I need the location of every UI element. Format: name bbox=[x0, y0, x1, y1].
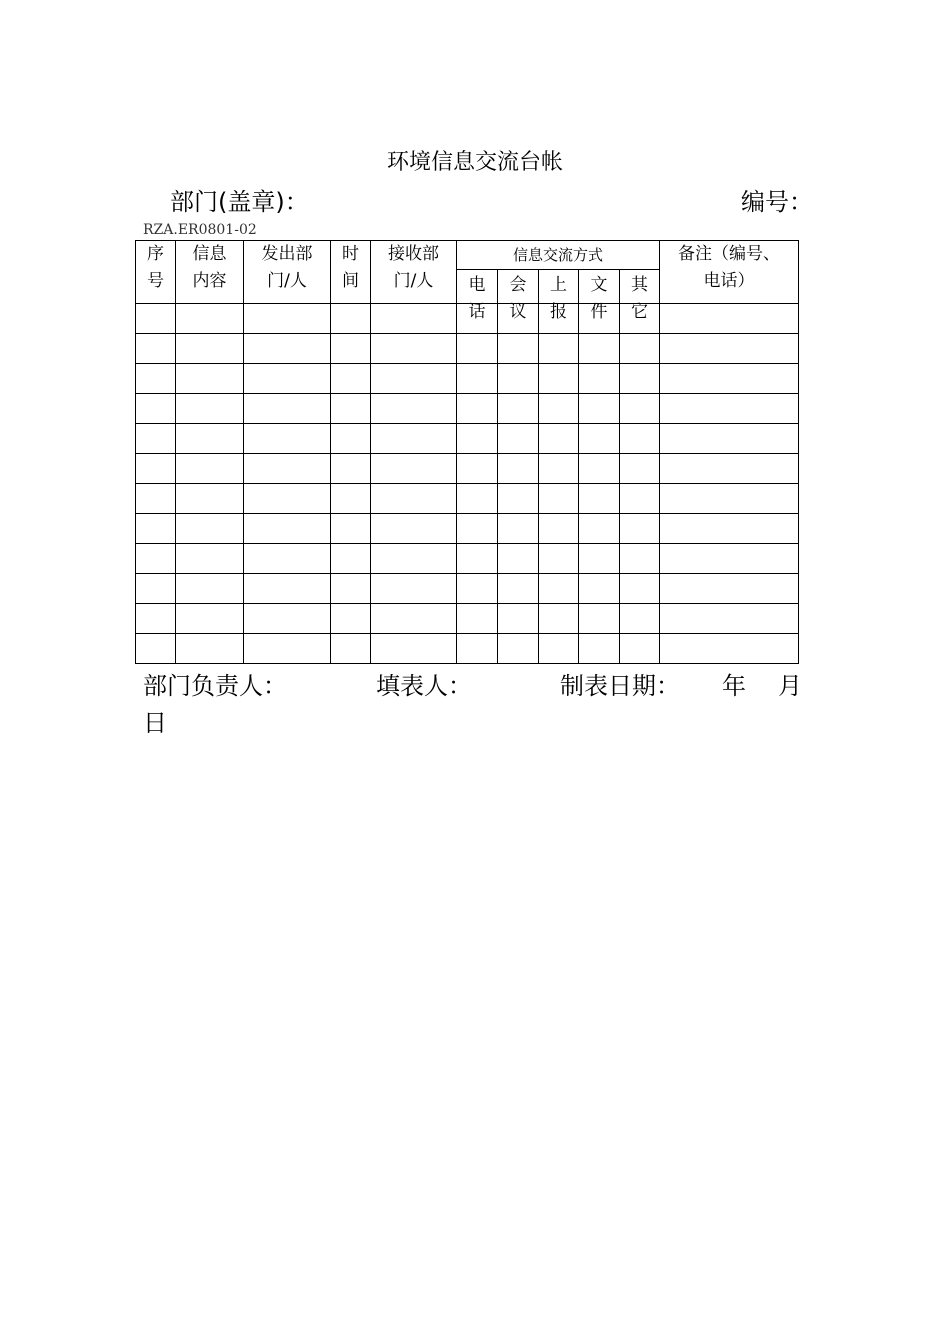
table-cell bbox=[620, 604, 660, 634]
table-cell bbox=[579, 634, 620, 664]
table-cell bbox=[331, 304, 371, 334]
dept-head-label: 部门负责人： bbox=[143, 672, 287, 700]
table-cell bbox=[331, 334, 371, 364]
table-cell bbox=[136, 394, 176, 424]
table-cell bbox=[579, 574, 620, 604]
table-cell bbox=[620, 514, 660, 544]
table-row bbox=[136, 424, 799, 454]
table-cell bbox=[244, 484, 331, 514]
table-cell bbox=[176, 394, 244, 424]
table-cell bbox=[244, 424, 331, 454]
table-cell bbox=[176, 634, 244, 664]
table-cell bbox=[620, 454, 660, 484]
table-cell bbox=[244, 304, 331, 334]
table-cell bbox=[539, 454, 579, 484]
table-cell bbox=[620, 424, 660, 454]
table-cell bbox=[136, 484, 176, 514]
table-cell bbox=[539, 514, 579, 544]
table-row bbox=[136, 514, 799, 544]
ledger-body bbox=[136, 304, 799, 664]
table-cell bbox=[579, 394, 620, 424]
table-cell bbox=[176, 484, 244, 514]
table-cell bbox=[539, 394, 579, 424]
table-cell bbox=[457, 364, 498, 394]
table-cell bbox=[331, 484, 371, 514]
header-method-other: 其它 bbox=[620, 270, 660, 304]
table-cell bbox=[539, 574, 579, 604]
table-row bbox=[136, 394, 799, 424]
table-cell bbox=[579, 424, 620, 454]
table-row bbox=[136, 334, 799, 364]
table-row bbox=[136, 364, 799, 394]
form-code: RZA.ER0801-02 bbox=[143, 222, 257, 238]
table-cell bbox=[539, 634, 579, 664]
ledger-table bbox=[135, 240, 799, 664]
table-cell bbox=[457, 634, 498, 664]
table-cell bbox=[331, 394, 371, 424]
table-cell bbox=[371, 424, 457, 454]
table-cell bbox=[498, 484, 539, 514]
month-label: 月 bbox=[778, 672, 802, 700]
table-cell bbox=[136, 634, 176, 664]
table-cell bbox=[331, 514, 371, 544]
table-cell bbox=[371, 544, 457, 574]
table-cell bbox=[498, 334, 539, 364]
table-cell bbox=[539, 604, 579, 634]
table-cell bbox=[457, 604, 498, 634]
table-cell bbox=[579, 604, 620, 634]
table-cell bbox=[176, 544, 244, 574]
table-cell bbox=[660, 544, 799, 574]
table-cell bbox=[244, 544, 331, 574]
table-row bbox=[136, 544, 799, 574]
table-cell bbox=[331, 634, 371, 664]
table-cell bbox=[136, 574, 176, 604]
header-sending-dept: 发出部门/人 bbox=[244, 241, 331, 304]
table-cell bbox=[176, 604, 244, 634]
table-cell bbox=[244, 454, 331, 484]
table-row bbox=[136, 634, 799, 664]
header-method-meeting: 会议 bbox=[498, 270, 539, 304]
header-method-report: 上报 bbox=[539, 270, 579, 304]
serial-number-label: 编号： bbox=[741, 188, 813, 216]
table-cell bbox=[579, 544, 620, 574]
header-info-content: 信息内容 bbox=[176, 241, 244, 304]
table-cell bbox=[660, 634, 799, 664]
table-cell bbox=[244, 514, 331, 544]
table-cell bbox=[457, 424, 498, 454]
table-cell bbox=[579, 514, 620, 544]
table-cell bbox=[371, 634, 457, 664]
header-time: 时间 bbox=[331, 241, 371, 304]
table-cell bbox=[457, 454, 498, 484]
table-row bbox=[136, 574, 799, 604]
table-cell bbox=[457, 514, 498, 544]
table-cell bbox=[579, 334, 620, 364]
table-cell bbox=[244, 364, 331, 394]
table-cell bbox=[660, 334, 799, 364]
table-cell bbox=[620, 544, 660, 574]
table-cell bbox=[620, 394, 660, 424]
table-cell bbox=[498, 604, 539, 634]
table-cell bbox=[539, 424, 579, 454]
header-seq: 序号 bbox=[136, 241, 176, 304]
table-cell bbox=[136, 514, 176, 544]
table-cell bbox=[176, 304, 244, 334]
table-cell bbox=[371, 574, 457, 604]
table-cell bbox=[176, 454, 244, 484]
table-cell bbox=[244, 394, 331, 424]
table-cell bbox=[620, 634, 660, 664]
header-receiving-dept: 接收部门/人 bbox=[371, 241, 457, 304]
table-cell bbox=[579, 454, 620, 484]
table-cell bbox=[620, 484, 660, 514]
table-cell bbox=[331, 364, 371, 394]
table-cell bbox=[371, 514, 457, 544]
header-method-document: 文件 bbox=[579, 270, 620, 304]
table-cell bbox=[136, 604, 176, 634]
table-cell bbox=[660, 514, 799, 544]
table-cell bbox=[660, 604, 799, 634]
table-cell bbox=[498, 634, 539, 664]
table-cell bbox=[660, 574, 799, 604]
table-cell bbox=[498, 514, 539, 544]
table-cell bbox=[539, 544, 579, 574]
header-remarks: 备注（编号、电话） bbox=[660, 241, 799, 304]
header-method-phone: 电话 bbox=[457, 270, 498, 304]
table-cell bbox=[498, 454, 539, 484]
table-cell bbox=[244, 334, 331, 364]
table-cell bbox=[620, 334, 660, 364]
table-cell bbox=[457, 334, 498, 364]
day-label: 日 bbox=[143, 709, 167, 737]
table-cell bbox=[660, 454, 799, 484]
table-cell bbox=[620, 364, 660, 394]
table-cell bbox=[498, 574, 539, 604]
table-cell bbox=[176, 574, 244, 604]
table-cell bbox=[244, 634, 331, 664]
filler-label: 填表人： bbox=[376, 672, 472, 700]
table-cell bbox=[136, 304, 176, 334]
table-cell bbox=[331, 454, 371, 484]
table-cell bbox=[457, 394, 498, 424]
table-row bbox=[136, 304, 799, 334]
table-cell bbox=[620, 574, 660, 604]
table-cell bbox=[371, 364, 457, 394]
table-cell bbox=[539, 484, 579, 514]
dept-seal-label: 部门(盖章)： bbox=[170, 188, 309, 216]
table-cell bbox=[660, 394, 799, 424]
table-cell bbox=[331, 544, 371, 574]
table-cell bbox=[457, 544, 498, 574]
table-cell bbox=[331, 424, 371, 454]
table-cell bbox=[498, 544, 539, 574]
table-cell bbox=[136, 334, 176, 364]
table-cell bbox=[244, 574, 331, 604]
table-cell bbox=[498, 424, 539, 454]
table-row bbox=[136, 604, 799, 634]
table-cell bbox=[136, 364, 176, 394]
table-cell bbox=[457, 484, 498, 514]
document-title: 环境信息交流台帐 bbox=[386, 150, 563, 175]
table-cell bbox=[371, 334, 457, 364]
table-cell bbox=[136, 544, 176, 574]
table-cell bbox=[136, 454, 176, 484]
table-cell bbox=[176, 334, 244, 364]
table-cell bbox=[457, 574, 498, 604]
table-cell bbox=[579, 484, 620, 514]
header-method-group: 信息交流方式 bbox=[457, 241, 660, 270]
table-cell bbox=[371, 454, 457, 484]
table-cell bbox=[176, 514, 244, 544]
table-cell bbox=[176, 364, 244, 394]
table-cell bbox=[371, 604, 457, 634]
table-cell bbox=[498, 364, 539, 394]
table-row bbox=[136, 484, 799, 514]
date-label: 制表日期： bbox=[560, 672, 680, 700]
table-cell bbox=[176, 424, 244, 454]
table-cell bbox=[136, 424, 176, 454]
table-cell bbox=[244, 604, 331, 634]
table-cell bbox=[331, 574, 371, 604]
table-cell bbox=[579, 364, 620, 394]
table-cell bbox=[371, 304, 457, 334]
table-cell bbox=[498, 394, 539, 424]
year-label: 年 bbox=[722, 672, 746, 700]
table-cell bbox=[660, 364, 799, 394]
table-row bbox=[136, 454, 799, 484]
table-cell bbox=[539, 334, 579, 364]
table-cell bbox=[660, 304, 799, 334]
table-cell bbox=[331, 604, 371, 634]
table-cell bbox=[371, 484, 457, 514]
table-cell bbox=[660, 424, 799, 454]
table-cell bbox=[660, 484, 799, 514]
table-cell bbox=[539, 364, 579, 394]
table-cell bbox=[371, 394, 457, 424]
